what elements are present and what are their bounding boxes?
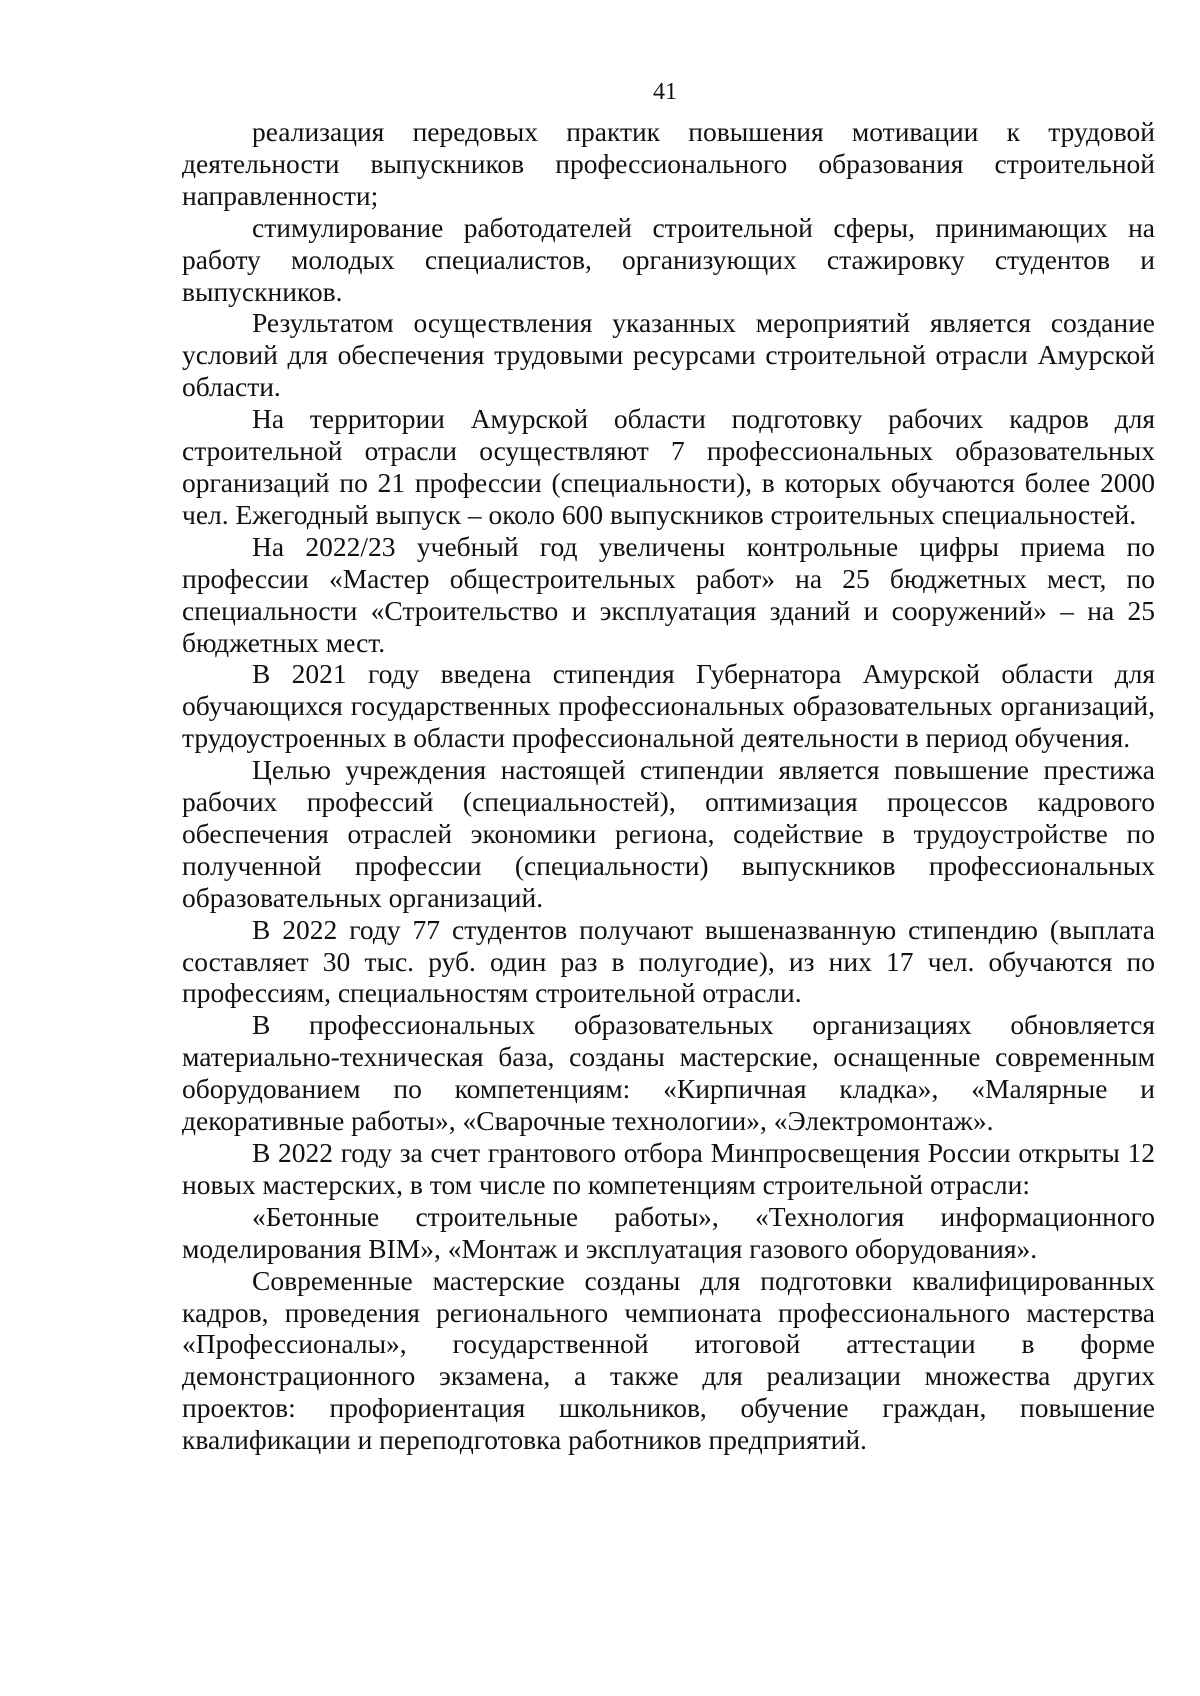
paragraph: Результатом осуществления указанных мероприятий является создание условий для обеспечения трудовыми ресурсами строительной отрасли Амурской области. (182, 307, 1155, 403)
paragraph: стимулирование работодателей строительной сферы, принимающих на работу молодых специалистов, организующих стажировку студентов и выпускников. (182, 211, 1155, 307)
document-body (182, 116, 1155, 1456)
paragraph: В 2021 году введена стипендия Губернатора Амурской области для обучающихся государственных профессиональных образовательных организаций, трудоустроенных в области профессиональной деятельности в период обучения. (182, 658, 1155, 754)
paragraph: В 2022 году за счет грантового отбора Минпросвещения России открыты 12 новых мастерских, в том числе по компетенциям строительной отрасли: (182, 1137, 1155, 1200)
paragraph: Современные мастерские созданы для подготовки квалифицированных кадров, проведения регионального чемпионата профессионального мастерства «Профессионалы», государственной итоговой аттестации в форме демонстрационного экзамена, а также для реализации множества других проектов: профориентация школьников, обучение граждан, повышение квалификации и переподготовка работников предприятий. (182, 1264, 1155, 1456)
paragraph: В 2022 году 77 студентов получают вышеназванную стипендию (выплата составляет 30 тыс. руб. один раз в полугодие), из них 17 чел. обучаются по профессиям, специальностям строительной отрасли. (182, 913, 1155, 1009)
page-number: 41 (653, 79, 677, 105)
paragraph: Целью учреждения настоящей стипендии является повышение престижа рабочих профессий (специальностей), оптимизация процессов кадрового обеспечения отраслей экономики региона, содействие в трудоустройстве по полученной профессии (специальности) выпускников профессиональных образовательных организаций. (182, 754, 1155, 913)
paragraph: На территории Амурской области подготовку рабочих кадров для строительной отрасли осуществляют 7 профессиональных образовательных организаций по 21 профессии (специальности), в которых обучаются более 2000 чел. Ежегодный выпуск – около 600 выпускников строительных специальностей. (182, 403, 1155, 530)
paragraph: В профессиональных образовательных организациях обновляется материально-техническая база, созданы мастерские, оснащенные современным оборудованием по компетенциям: «Кирпичная кладка», «Малярные и декоративные работы», «Сварочные технологии», «Электромонтаж». (182, 1009, 1155, 1137)
paragraph: реализация передовых практик повышения мотивации к трудовой деятельности выпускников профессионального образования строительной направленности; (182, 116, 1155, 211)
paragraph: На 2022/23 учебный год увеличены контрольные цифры приема по профессии «Мастер общестроительных работ» на 25 бюджетных мест, по специальности «Строительство и эксплуатация зданий и сооружений» – на 25 бюджетных мест. (182, 530, 1155, 658)
paragraph: «Бетонные строительные работы», «Технология информационного моделирования BIM», «Монтаж и эксплуатация газового оборудования». (182, 1200, 1155, 1264)
